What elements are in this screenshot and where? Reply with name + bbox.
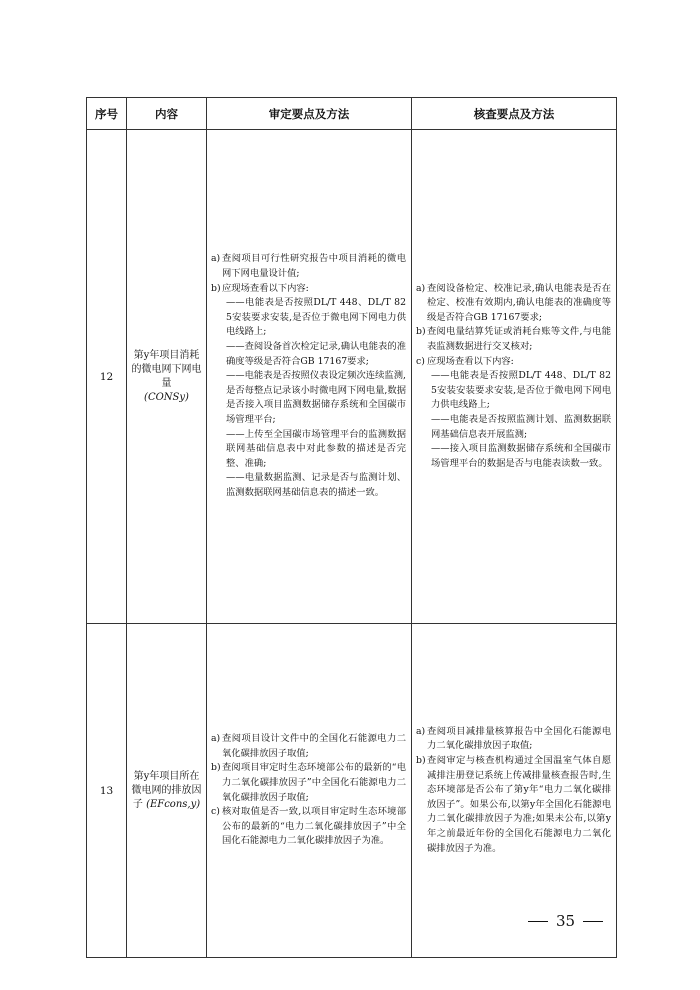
content-line: 微电网的排放因	[131, 784, 202, 796]
row-content	[127, 130, 207, 624]
table-row	[87, 624, 617, 958]
content-formula: (CONSy)	[144, 391, 189, 403]
content-line: 第y年项目所在	[133, 770, 200, 782]
content-line: 子 (EFcons,y)	[132, 798, 201, 810]
list-item: b) 查阅项目审定时生态环境部公布的最新的“电力二氧化碳排放因子”中全国化石能源电力二氧化碳排放因子取值;	[211, 762, 406, 803]
page-footer	[528, 912, 628, 930]
review-cell	[207, 130, 412, 624]
header-review: 审定要点及方法	[207, 98, 412, 130]
list-item: b) 查阅电量结算凭证或消耗台账等文件,与电能表监测数据进行交叉核对;	[416, 326, 611, 353]
page-number: 35	[556, 912, 576, 930]
list-item: b) 应现场查看以下内容:	[211, 282, 309, 294]
content-line: 的微电网下网电	[131, 363, 202, 375]
sub-item: —— 电能表是否按照仪表设定频次连续监测,是否每整点记录该小时微电网下网电量,数据是否接入项目监测数据储存系统和全国碳市场管理平台;	[211, 369, 406, 427]
header-num: 序号	[87, 98, 127, 130]
list-item: a) 查阅设备检定、校准记录,确认电能表是否在检定、校准有效期内,确认电能表的准确度等级是否符合GB 17167要求;	[416, 282, 611, 323]
footer-dash-left	[528, 921, 548, 922]
sub-item: —— 电能表是否按照监测计划、监测数据联网基础信息表开展监测;	[416, 413, 611, 442]
list-item: a) 查阅项目可行性研究报告中项目消耗的微电网下网电量设计值;	[211, 253, 406, 280]
row-number: 13	[87, 624, 127, 958]
header-content: 内容	[127, 98, 207, 130]
sub-item: —— 电量数据监测、记录是否与监测计划、监测数据联网基础信息表的描述一致。	[211, 471, 406, 500]
requirements-table	[86, 97, 617, 958]
list-item: b) 查阅审定与核查机构通过全国温室气体自愿减排注册登记系统上传减排量核查报告时,生态环境部是否公布了第y年“电力二氧化碳排放因子”。如果公布,以第y年全国化石能源电力二氧化碳排放因子为准;如果未公布,以第y年之前最近年份的全国化石能源电力二氧化碳排放因子为准。	[416, 755, 611, 854]
footer-dash-right	[583, 921, 603, 922]
sub-item: —— 查阅设备首次检定记录,确认电能表的准确度等级是否符合GB 17167要求;	[211, 340, 406, 369]
header-verify: 核查要点及方法	[412, 98, 617, 130]
review-cell	[207, 624, 412, 958]
verify-cell	[412, 624, 617, 958]
list-item: a) 查阅项目设计文件中的全国化石能源电力二氧化碳排放因子取值;	[211, 733, 406, 759]
list-item: a) 查阅项目减排量核算报告中全国化石能源电力二氧化碳排放因子取值;	[416, 725, 611, 752]
row-content	[127, 624, 207, 958]
sub-item: —— 电能表是否按照DL/T 448、DL/T 825安装要求安装,是否位于微电网下网电力供电线路上;	[211, 296, 406, 340]
list-item: c) 核对取值是否一致,以项目审定时生态环境部公布的最新的“电力二氧化碳排放因子”中全国化石能源电力二氧化碳排放因子为准。	[211, 806, 406, 847]
content-line: 量	[161, 377, 172, 389]
content-line: 第y年项目消耗	[133, 349, 200, 361]
list-item: c) 应现场查看以下内容:	[416, 355, 514, 367]
content-formula: (EFcons,y)	[146, 798, 201, 810]
table-header-row	[87, 98, 617, 130]
table-row	[87, 130, 617, 624]
sub-item: —— 上传至全国碳市场管理平台的监测数据联网基础信息表中对此参数的描述是否完整、准确;	[211, 428, 406, 472]
sub-item: —— 接入项目监测数据储存系统和全国碳市场管理平台的数据是否与电能表读数一致。	[416, 442, 611, 471]
sub-item: —— 电能表是否按照DL/T 448、DL/T 825安装安装要求安装,是否位于微电网下网电力供电线路上;	[416, 369, 611, 413]
row-number: 12	[87, 130, 127, 624]
verify-cell	[412, 130, 617, 624]
